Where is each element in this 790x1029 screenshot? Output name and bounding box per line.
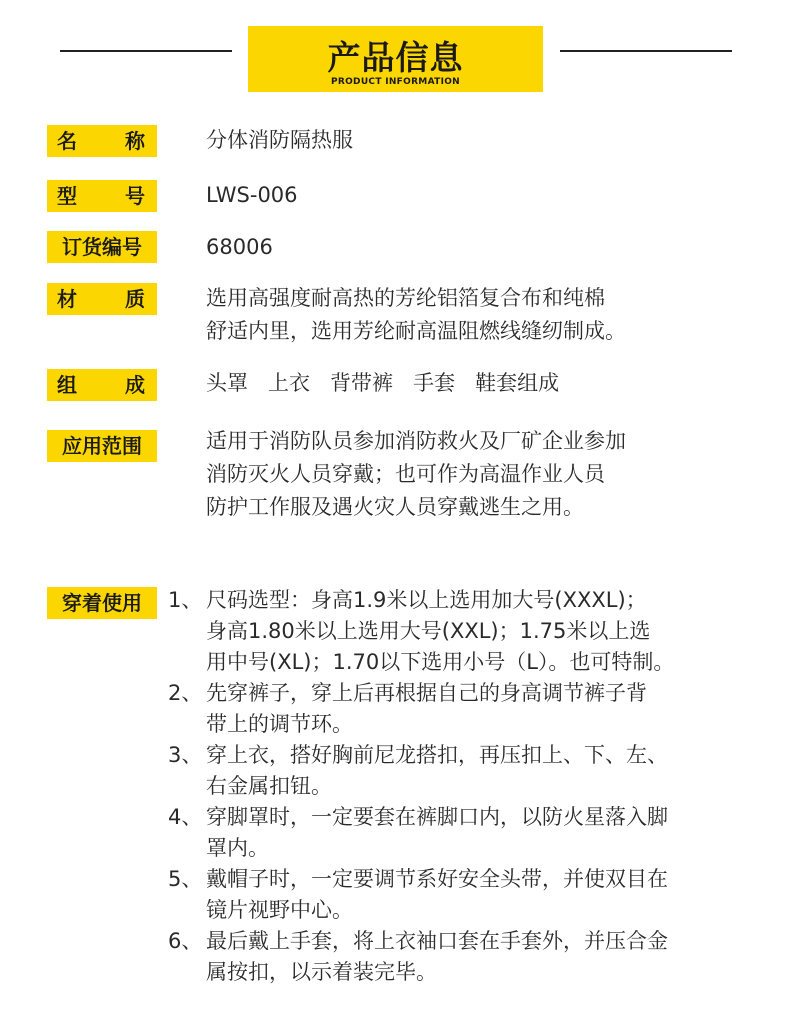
label-scope: 应用范围 <box>47 430 157 462</box>
usage-item-1 <box>168 585 758 678</box>
value-material <box>206 282 626 348</box>
usage-2-line-1: 先穿裤子，穿上后再根据自己的身高调节裤子背 <box>206 681 647 705</box>
usage-text-2 <box>206 678 758 740</box>
label-material-char-2: 质 <box>125 287 145 311</box>
usage-1-line-2: 身高1.80米以上选用大号(XXL)；1.75米以上选 <box>206 619 651 643</box>
label-model <box>47 180 157 212</box>
label-material-char-1: 材 <box>57 287 77 311</box>
usage-6-line-2: 属按扣，以示着装完毕。 <box>206 960 437 984</box>
scope-line-2: 消防灭火人员穿戴；也可作为高温作业人员 <box>206 462 605 486</box>
value-model: LWS-006 <box>206 183 298 207</box>
section-title-box <box>248 26 543 92</box>
label-composition <box>47 369 157 401</box>
usage-num-1: 1、 <box>168 588 203 612</box>
value-composition: 头罩 上衣 背带裤 手套 鞋套组成 <box>206 371 560 395</box>
section-title: 产品信息 <box>327 38 464 77</box>
material-line-1: 选用高强度耐高热的芳纶铝箔复合布和纯棉 <box>206 286 605 310</box>
label-material <box>47 283 157 315</box>
usage-text-4 <box>206 802 758 864</box>
usage-num-4: 4、 <box>168 805 203 829</box>
usage-item-6 <box>168 926 758 988</box>
header-left-rule <box>60 50 232 52</box>
usage-3-line-1: 穿上衣，搭好胸前尼龙搭扣，再压扣上、下、左、 <box>206 743 668 767</box>
label-order-no: 订货编号 <box>47 231 157 263</box>
section-subtitle: PRODUCT INFORMATION <box>330 77 461 87</box>
label-composition-char-2: 成 <box>125 373 145 397</box>
usage-item-5 <box>168 864 758 926</box>
label-model-char-1: 型 <box>57 184 77 208</box>
usage-item-4 <box>168 802 758 864</box>
usage-item-2 <box>168 678 758 740</box>
usage-num-2: 2、 <box>168 681 203 705</box>
usage-2-line-2: 带上的调节环。 <box>206 712 353 736</box>
header-right-rule <box>560 50 732 52</box>
material-line-2: 舒适内里，选用芳纶耐高温阻燃线缝纫制成。 <box>206 319 626 343</box>
usage-num-5: 5、 <box>168 867 203 891</box>
usage-num-6: 6、 <box>168 929 203 953</box>
usage-5-line-2: 镜片视野中心。 <box>206 898 353 922</box>
label-name-char-1: 名 <box>57 129 77 153</box>
label-model-char-2: 号 <box>125 184 145 208</box>
usage-6-line-1: 最后戴上手套，将上衣袖口套在手套外，并压合金 <box>206 929 668 953</box>
usage-4-line-2: 罩内。 <box>206 836 269 860</box>
usage-list <box>168 585 758 988</box>
value-order-no: 68006 <box>206 235 273 259</box>
label-name-char-2: 称 <box>125 129 145 153</box>
usage-item-3 <box>168 740 758 802</box>
label-name <box>47 125 157 157</box>
usage-1-line-3: 用中号(XL)；1.70以下选用小号（L）。也可特制。 <box>206 650 675 674</box>
usage-text-3 <box>206 740 758 802</box>
usage-text-1 <box>206 585 758 678</box>
usage-5-line-1: 戴帽子时，一定要调节系好安全头带，并使双目在 <box>206 867 668 891</box>
usage-4-line-1: 穿脚罩时，一定要套在裤脚口内，以防火星落入脚 <box>206 805 668 829</box>
usage-num-3: 3、 <box>168 743 203 767</box>
label-usage: 穿着使用 <box>47 587 157 619</box>
usage-3-line-2: 右金属扣钮。 <box>206 774 332 798</box>
scope-line-1: 适用于消防队员参加消防救火及厂矿企业参加 <box>206 429 626 453</box>
usage-text-5 <box>206 864 758 926</box>
value-name: 分体消防隔热服 <box>206 128 353 152</box>
usage-text-6 <box>206 926 758 988</box>
scope-line-3: 防护工作服及遇火灾人员穿戴逃生之用。 <box>206 495 584 519</box>
usage-1-line-1: 尺码选型：身高1.9米以上选用加大号(XXXL)； <box>206 588 647 612</box>
label-composition-char-1: 组 <box>57 373 77 397</box>
value-scope <box>206 425 626 524</box>
